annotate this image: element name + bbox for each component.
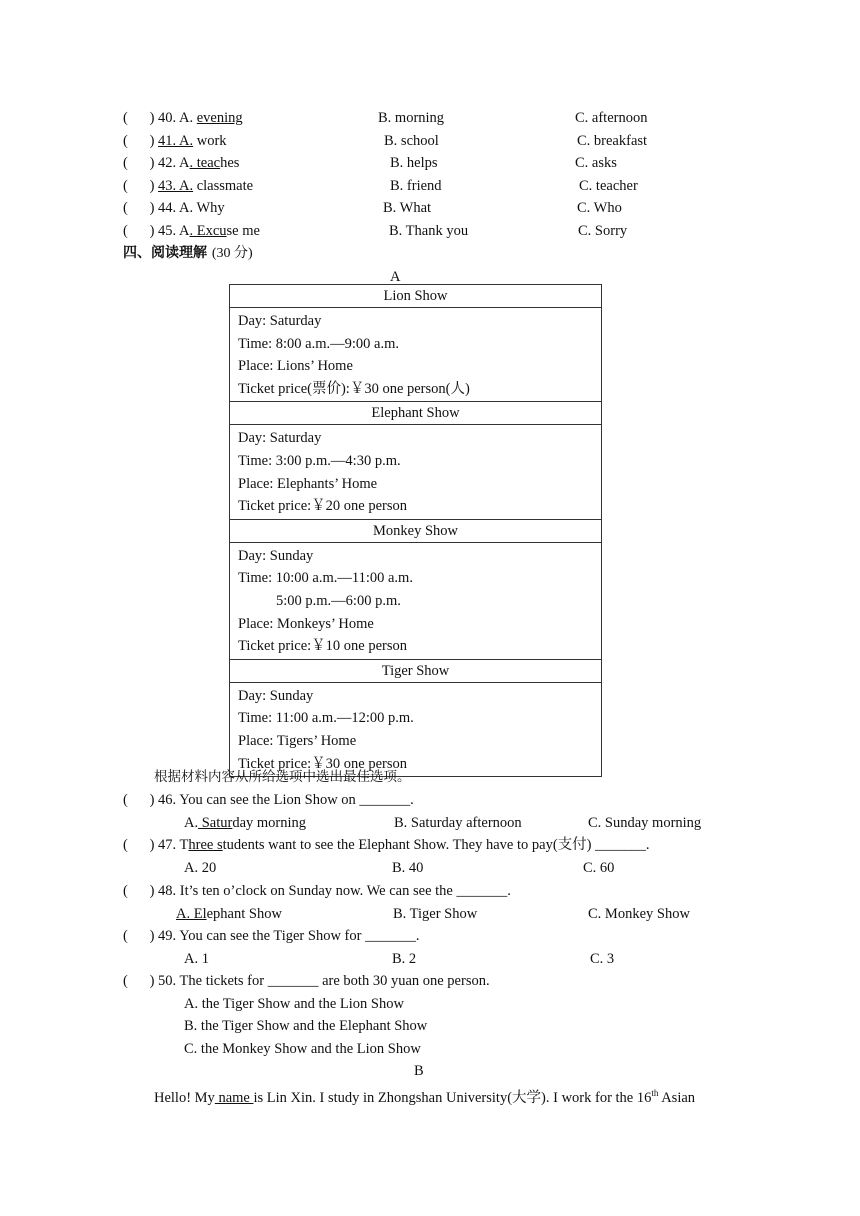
answer-paren: ( bbox=[123, 928, 128, 944]
q48-option-c: C. Monkey Show bbox=[588, 906, 690, 922]
show-time: Time: 3:00 p.m.—4:30 p.m. bbox=[238, 452, 401, 469]
show-time: Time: 10:00 a.m.—11:00 a.m. bbox=[238, 570, 413, 587]
q40-option-a-pre: A. bbox=[179, 110, 197, 126]
q46-stem bbox=[123, 791, 414, 809]
q40-row bbox=[123, 109, 243, 127]
show-time-second: 5:00 p.m.—6:00 p.m. bbox=[276, 592, 401, 609]
q42-option-c: C. asks bbox=[575, 155, 617, 171]
q42-option-b: B. helps bbox=[390, 155, 438, 171]
lion-show-header-row bbox=[230, 285, 602, 308]
q44-option-a: A. Why bbox=[179, 200, 225, 216]
q46-option-c: C. Sunday morning bbox=[588, 815, 702, 831]
monkey-show-header-row bbox=[230, 519, 602, 542]
q45-option-c: C. Sorry bbox=[578, 223, 628, 239]
q45-row bbox=[123, 222, 260, 240]
q45-option-a-pre: A bbox=[179, 223, 190, 239]
show-day: Day: Saturday bbox=[238, 430, 322, 447]
passage-a-label: A bbox=[390, 269, 401, 285]
q45-num: 45. bbox=[158, 223, 177, 239]
q48-stem: ( ) 48. It’s ten o’clock on Sunday now. We can see the _______. bbox=[123, 883, 511, 899]
q40-option-c: C. afternoon bbox=[575, 110, 648, 126]
show-day: Day: Sunday bbox=[238, 687, 314, 704]
answer-paren: ( ) bbox=[123, 178, 155, 194]
q42-option-a-underlined: . teac bbox=[189, 155, 221, 171]
show-title: Elephant Show bbox=[230, 402, 602, 425]
q41-row bbox=[123, 132, 227, 150]
tiger-show-body-row bbox=[230, 682, 602, 776]
answer-paren: ( bbox=[123, 973, 128, 989]
show-place: Place: Monkeys’ Home bbox=[238, 615, 374, 632]
section-4-points: (30 分) bbox=[211, 246, 253, 261]
q42-row bbox=[123, 154, 239, 172]
elephant-show-body-row bbox=[230, 425, 602, 519]
answer-paren: ( ) bbox=[123, 133, 155, 149]
q47-stem: ( ) 47. Three students want to see the Elephant Show. They have to pay(支付) _______. bbox=[123, 837, 650, 853]
answer-paren: ( ) bbox=[123, 200, 155, 216]
q43-row bbox=[123, 177, 253, 195]
q43-option-b: B. friend bbox=[390, 178, 442, 194]
q40-num: 40. bbox=[158, 110, 177, 126]
q41-option-c: C. breakfast bbox=[577, 133, 648, 149]
q49-option-c: C. 3 bbox=[590, 951, 615, 967]
q44-num: 44. bbox=[158, 200, 177, 216]
answer-paren: ( bbox=[123, 883, 128, 899]
q48-option-a: A. Elephant Show bbox=[176, 906, 282, 922]
q42-option-a-post: hes bbox=[220, 155, 240, 171]
tiger-show-header-row bbox=[230, 659, 602, 682]
show-place: Place: Elephants’ Home bbox=[238, 475, 378, 492]
show-ticket-price: Ticket price:￥10 one person bbox=[238, 638, 408, 655]
q43-option-a-text: classmate bbox=[193, 178, 254, 194]
q49-option-b: B. 2 bbox=[392, 951, 417, 967]
passage-b-first-line: Hello! My name is Lin Xin. I study in Zhongshan University(大学). I work for the 16th Asian bbox=[154, 1088, 696, 1106]
q47-option-a: A. 20 bbox=[184, 860, 217, 876]
answer-paren: ( ) bbox=[123, 155, 155, 171]
show-ticket-price: Ticket price(票价):￥30 one person(人) bbox=[238, 380, 470, 397]
q46-option-a: A. Saturday morning bbox=[184, 815, 307, 831]
q43-option-c: C. teacher bbox=[579, 178, 638, 194]
q42-num: 42. bbox=[158, 155, 177, 171]
q46-stem-text: ) 46. You can see the Lion Show on _______. bbox=[149, 792, 414, 808]
q50-option-a: A. the Tiger Show and the Lion Show bbox=[184, 996, 404, 1012]
answer-paren: ( ) bbox=[123, 223, 155, 239]
section-4-title: 四、阅读理解 bbox=[123, 245, 207, 261]
show-place: Place: Tigers’ Home bbox=[238, 732, 357, 749]
show-time: Time: 11:00 a.m.—12:00 p.m. bbox=[238, 710, 414, 727]
passage-a-instruction: 根据材料内容从所给选项中选出最佳选项。 bbox=[154, 769, 411, 785]
q44-row bbox=[123, 199, 225, 217]
show-place: Place: Lions’ Home bbox=[238, 358, 353, 375]
q50-option-b: B. the Tiger Show and the Elephant Show bbox=[184, 1018, 428, 1034]
q50-stem: ( ) 50. The tickets for _______ are both 30 yuan one person. bbox=[123, 973, 490, 989]
answer-paren: ( bbox=[123, 792, 128, 808]
q47-option-b: B. 40 bbox=[392, 860, 424, 876]
q41-option-b: B. school bbox=[384, 133, 439, 149]
q40-option-b: B. morning bbox=[378, 110, 445, 126]
q49-stem: ( ) 49. You can see the Tiger Show for _______. bbox=[123, 928, 420, 944]
q42-option-a-pre: A bbox=[179, 155, 190, 171]
q50-option-c: C. the Monkey Show and the Lion Show bbox=[184, 1041, 421, 1057]
q49-option-a: A. 1 bbox=[184, 951, 209, 967]
section-4-heading bbox=[123, 244, 253, 263]
show-day: Day: Saturday bbox=[238, 313, 322, 329]
q45-option-a-post: se me bbox=[226, 223, 260, 239]
show-title: Lion Show bbox=[230, 285, 602, 308]
q44-option-c: C. Who bbox=[577, 200, 622, 216]
show-title: Tiger Show bbox=[230, 659, 602, 682]
monkey-show-body-row bbox=[230, 542, 602, 659]
q45-option-a-underlined: . Excu bbox=[189, 223, 227, 239]
q44-option-b: B. What bbox=[383, 200, 432, 216]
show-ticket-price: Ticket price:￥30 one person bbox=[238, 755, 408, 772]
q40-option-a-text: evening bbox=[196, 110, 243, 126]
elephant-show-header-row bbox=[230, 402, 602, 425]
show-title: Monkey Show bbox=[230, 519, 602, 542]
q48-option-b: B. Tiger Show bbox=[393, 906, 478, 922]
q47-option-c: C. 60 bbox=[583, 860, 615, 876]
answer-paren: ( ) bbox=[123, 110, 155, 126]
passage-b-label: B bbox=[414, 1063, 424, 1079]
q41-num: 41. A. bbox=[158, 133, 194, 149]
q46-option-b: B. Saturday afternoon bbox=[394, 815, 522, 831]
show-day: Day: Sunday bbox=[238, 547, 314, 564]
q43-num: 43. A. bbox=[158, 178, 194, 194]
q41-option-a-text: work bbox=[193, 133, 227, 149]
show-schedule-table bbox=[229, 284, 602, 777]
answer-paren: ( bbox=[123, 837, 128, 853]
q45-option-b: B. Thank you bbox=[389, 223, 469, 239]
lion-show-body-row bbox=[230, 308, 602, 402]
show-ticket-price: Ticket price:￥20 one person bbox=[238, 498, 408, 515]
show-time: Time: 8:00 a.m.—9:00 a.m. bbox=[238, 335, 399, 352]
